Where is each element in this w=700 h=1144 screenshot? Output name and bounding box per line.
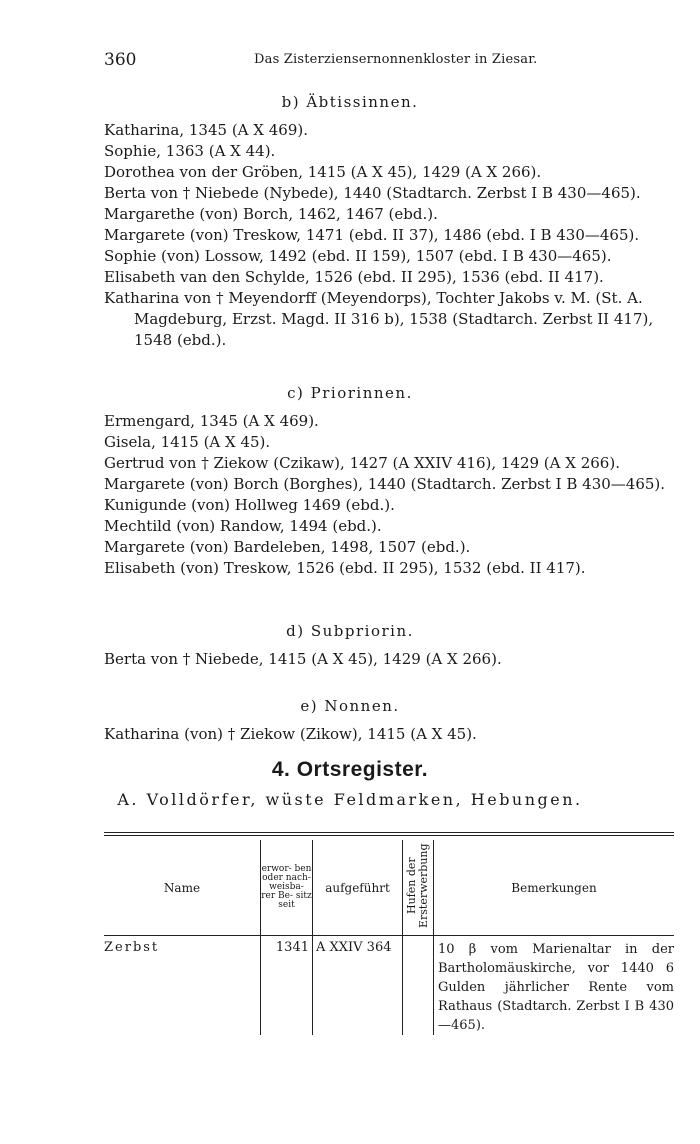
list-item: Elisabeth (von) Treskow, 1526 (ebd. II 295), 1532 (ebd. II 417). [104,559,586,577]
list-item: Gisela, 1415 (A X 45). [104,433,271,451]
page-header [104,50,664,70]
cell-hufen [403,936,434,1036]
cell-bemerkungen: 10 β vom Marienaltar in der Bartholomäuskirche, vor 1440 6 Gulden jährlicher Rente vom Rathaus (Stadtarch. Zerbst I B 430—465). [438,942,674,1033]
list-item: Katharina, 1345 (A X 469). [104,121,308,139]
section-entries-subpriorin [104,649,674,670]
cell-name: Zerbst [104,940,160,955]
list-item: Dorothea von der Gröben, 1415 (A X 45), 1429 (A X 266). [104,163,542,181]
list-item: Margarethe (von) Borch, 1462, 1467 (ebd.). [104,205,438,223]
list-item: Katharina von † Meyendorff (Meyendorps), Tochter Jakobs v. M. (St. A. Magdeburg, Erzst. Magd. II 316 b), 1538 (Stadtarch. Zerbst II 417), 1548 (ebd.). [104,289,654,349]
list-item: Margarete (von) Treskow, 1471 (ebd. II 37), 1486 (ebd. I B 430—465). [104,226,640,244]
list-item: Margarete (von) Bardeleben, 1498, 1507 (ebd.). [104,538,471,556]
cell-aufgefuehrt: A XXIV 364 [316,940,392,955]
column-header-hufen [403,840,434,936]
table-header-row [104,840,674,936]
cell-erworben: 1341 [261,936,313,1036]
section-heading-subpriorin: d) Subpriorin. [286,622,414,640]
list-item: Kunigunde (von) Hollweg 1469 (ebd.). [104,496,395,514]
section-heading-nonnen: e) Nonnen. [300,697,400,715]
list-item: Sophie, 1363 (A X 44). [104,142,276,160]
register-title: 4. Ortsregister. [271,758,429,781]
list-item: Elisabeth van den Schylde, 1526 (ebd. II 295), 1536 (ebd. II 417). [104,268,604,286]
column-header-aufgefuehrt: aufgeführt [313,840,403,936]
list-item: Sophie (von) Lossow, 1492 (ebd. II 159), 1507 (ebd. I B 430—465). [104,247,612,265]
column-header-erworben: erwor- ben oder nach- weisba- rer Be- sitz seit [261,840,313,936]
table-top-rule-2 [104,835,674,836]
column-header-hufen-label: Hufen der Ersterwerbung [405,843,430,929]
register-table [104,840,674,1035]
list-item: Margarete (von) Borch (Borghes), 1440 (Stadtarch. Zerbst I B 430—465). [104,475,666,493]
register-subtitle: A. Volldörfer, wüste Feldmarken, Hebungen. [117,790,583,809]
section-entries-aebtissinnen [104,120,674,351]
page-number: 360 [104,50,137,70]
list-item: Gertrud von † Ziekow (Czikaw), 1427 (A XXIV 416), 1429 (A X 266). [104,454,620,472]
list-item: Ermengard, 1345 (A X 469). [104,412,319,430]
table-top-rule [104,832,674,833]
list-item: Mechtild (von) Randow, 1494 (ebd.). [104,517,382,535]
section-heading-aebtissinnen: b) Äbtissinnen. [281,93,419,111]
list-item: Berta von † Niebede (Nybede), 1440 (Stadtarch. Zerbst I B 430—465). [104,184,641,202]
column-header-name: Name [104,840,261,936]
running-title: Das Zisterziensernonnenkloster in Ziesar. [254,52,538,67]
list-item: Berta von † Niebede, 1415 (A X 45), 1429 (A X 266). [104,650,502,668]
table-row [104,936,674,1036]
column-header-bemerkungen: Bemerkungen [434,840,675,936]
section-entries-nonnen [104,724,674,745]
list-item: Katharina (von) † Ziekow (Zikow), 1415 (A X 45). [104,725,477,743]
section-entries-priorinnen [104,411,674,579]
section-heading-priorinnen: c) Priorinnen. [287,384,413,402]
